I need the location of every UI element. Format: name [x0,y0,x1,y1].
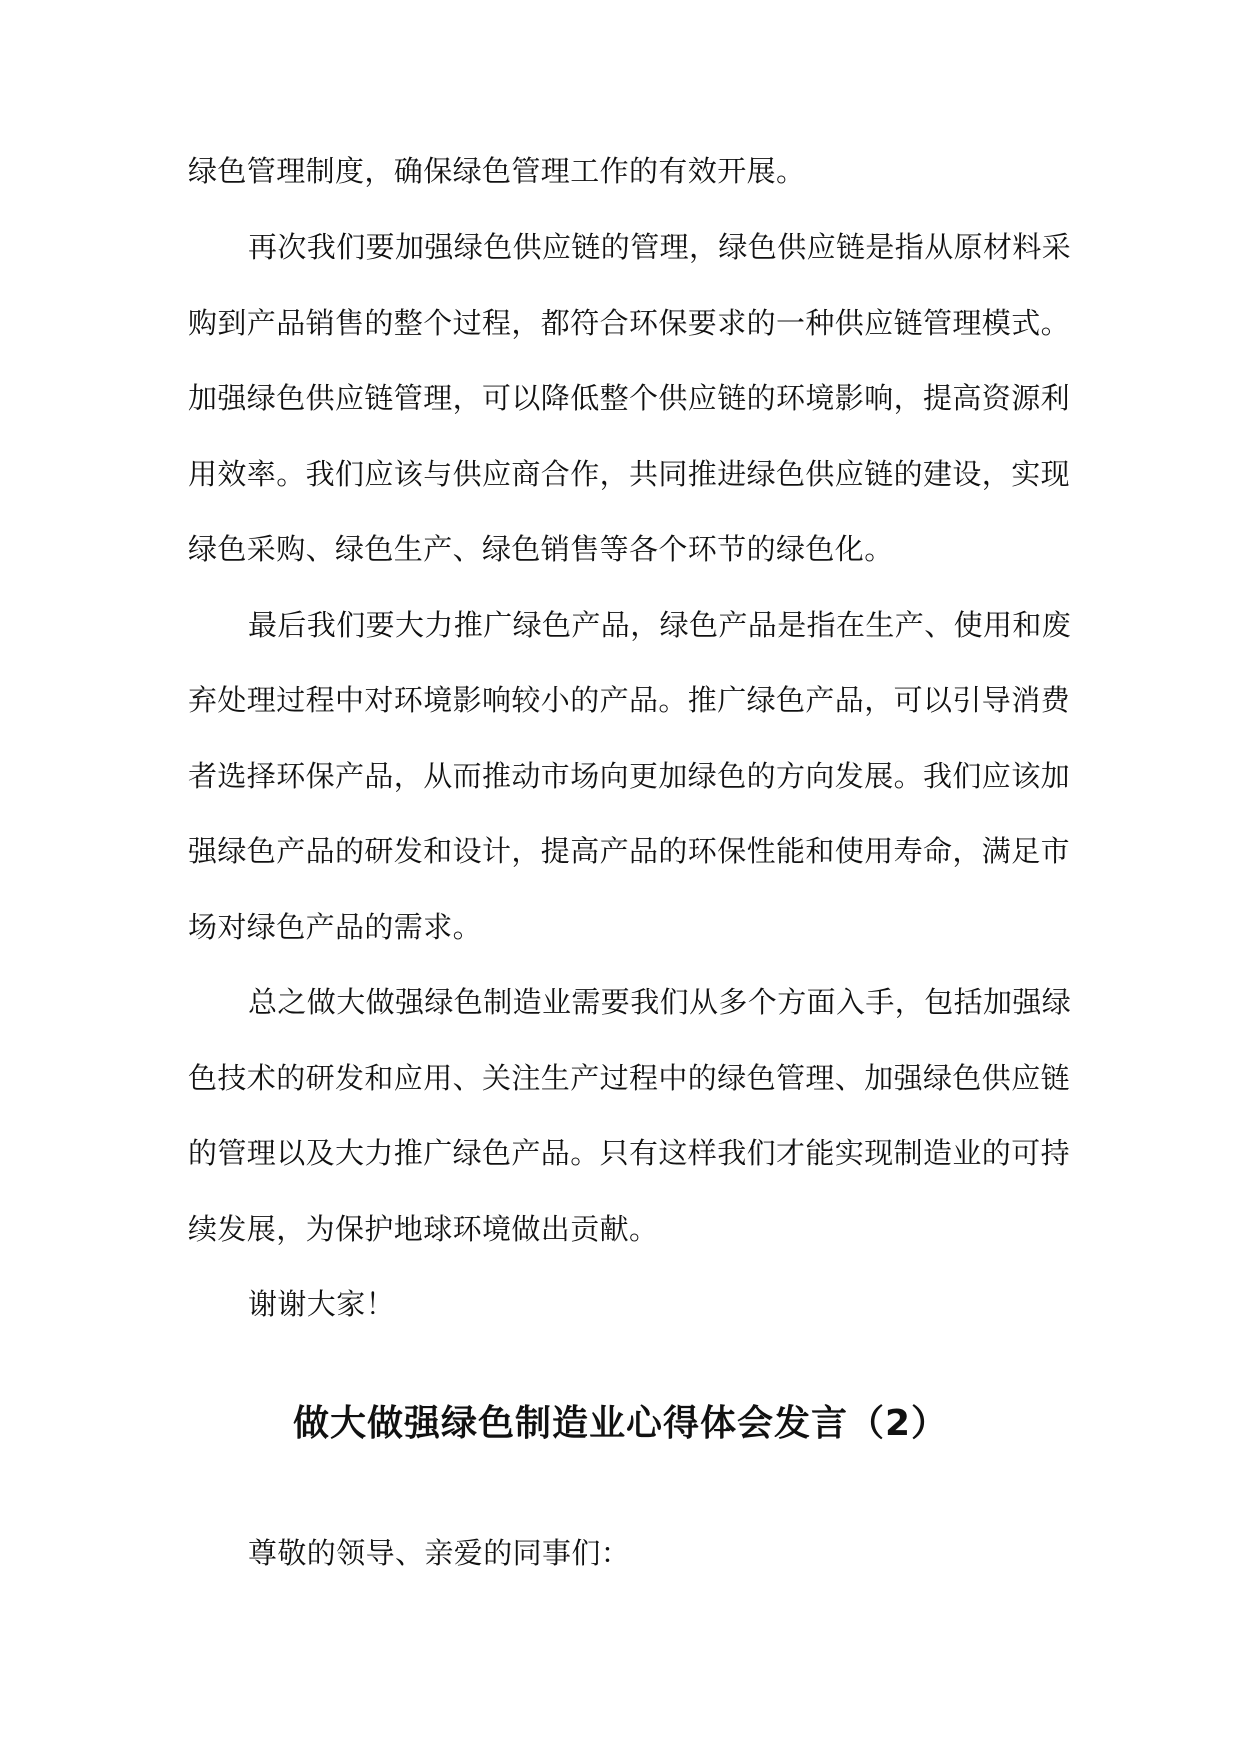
section-title: 做大做强绿色制造业心得体会发言（2） [292,1403,949,1444]
paragraph-line: 者选择环保产品，从而推动市场向更加绿色的方向发展。我们应该加 [188,759,1071,793]
paragraph-line: 绿色管理制度，确保绿色管理工作的有效开展。 [188,154,806,188]
paragraph-line: 弃处理过程中对环境影响较小的产品。推广绿色产品，可以引导消费 [188,683,1071,717]
paragraph-line: 续发展，为保护地球环境做出贡献。 [188,1212,659,1246]
greeting-line: 尊敬的领导、亲爱的同事们： [248,1536,631,1570]
closing-line: 谢谢大家！ [248,1287,396,1321]
paragraph-line: 用效率。我们应该与供应商合作，共同推进绿色供应链的建设，实现 [188,457,1071,491]
paragraph-line: 加强绿色供应链管理，可以降低整个供应链的环境影响，提高资源利 [188,381,1071,415]
paragraph-line: 最后我们要大力推广绿色产品，绿色产品是指在生产、使用和废 [248,608,1072,642]
paragraph-line: 色技术的研发和应用、关注生产过程中的绿色管理、加强绿色供应链 [188,1061,1071,1095]
paragraph-line: 购到产品销售的整个过程，都符合环保要求的一种供应链管理模式。 [188,306,1071,340]
paragraph-line: 强绿色产品的研发和设计，提高产品的环保性能和使用寿命，满足市 [188,834,1071,868]
paragraph-line: 总之做大做强绿色制造业需要我们从多个方面入手，包括加强绿 [248,985,1072,1019]
paragraph-line: 绿色采购、绿色生产、绿色销售等各个环节的绿色化。 [188,532,894,566]
paragraph-line: 再次我们要加强绿色供应链的管理，绿色供应链是指从原材料采 [248,230,1072,264]
paragraph-line: 场对绿色产品的需求。 [188,910,483,944]
paragraph-line: 的管理以及大力推广绿色产品。只有这样我们才能实现制造业的可持 [188,1136,1071,1170]
